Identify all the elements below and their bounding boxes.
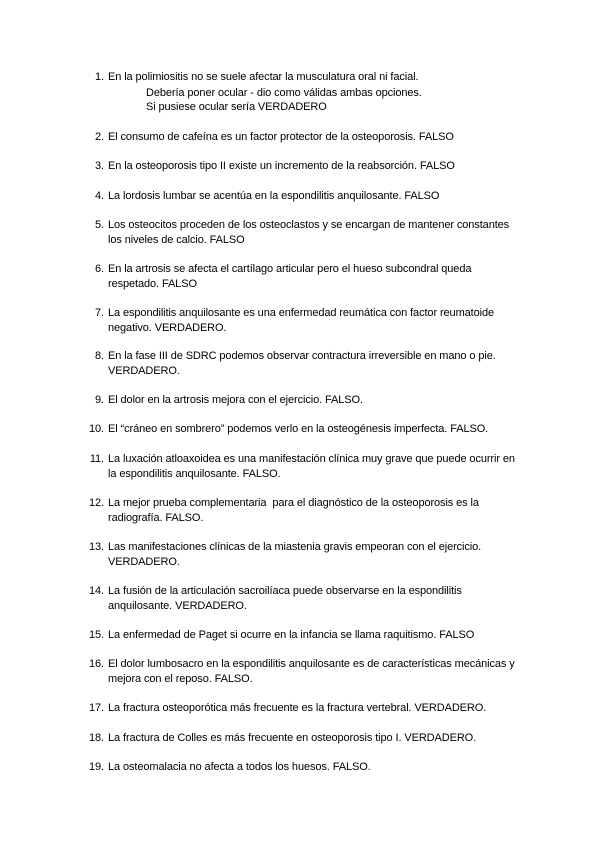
item-number: 16. xyxy=(89,658,104,670)
item-text: En la fase III de SDRC podemos observar contractura irreversible en mano o pie. VERDADERO. xyxy=(108,350,496,377)
list-item xyxy=(86,540,536,570)
item-number: 14. xyxy=(89,585,104,597)
item-text: Los osteocitos proceden de los osteoclastos y se encargan de mantener constantes los niveles de calcio. FALSO xyxy=(108,219,510,246)
item-note: Debería poner ocular - dio como válidas ambas opciones. xyxy=(146,87,422,99)
item-note: Si pusiese ocular sería VERDADERO xyxy=(146,101,327,113)
item-number: 6. xyxy=(95,263,104,275)
item-number: 17. xyxy=(89,702,104,714)
list-item xyxy=(86,731,536,746)
list-item xyxy=(86,628,536,643)
item-text: La espondilitis anquilosante es una enfermedad reumática con factor reumatoide negativo. VERDADERO. xyxy=(108,307,494,334)
list-item xyxy=(86,496,536,526)
item-number: 11. xyxy=(89,453,104,465)
item-number: 15. xyxy=(89,629,104,641)
item-number: 10. xyxy=(89,423,104,435)
item-text: En la artrosis se afecta el cartílago articular pero el hueso subcondral queda respetado. FALSO xyxy=(108,263,472,290)
item-text: En la osteoporosis tipo II existe un incremento de la reabsorción. FALSO xyxy=(108,160,455,172)
item-number: 4. xyxy=(95,190,104,202)
list-item xyxy=(86,393,536,408)
list-item xyxy=(86,349,536,379)
list-item xyxy=(86,130,536,145)
item-text: La fusión de la articulación sacroilíaca puede observarse en la espondilitis anquilosante. VERDADERO. xyxy=(108,585,462,612)
item-text: En la polimiositis no se suele afectar la musculatura oral ni facial. xyxy=(108,71,419,83)
list-item xyxy=(86,584,536,614)
list-item xyxy=(86,218,536,248)
item-text: La fractura de Colles es más frecuente en osteoporosis tipo I. VERDADERO. xyxy=(108,732,477,744)
list-item xyxy=(86,159,536,174)
item-text: El dolor lumbosacro en la espondilitis anquilosante es de características mecánicas y mejora con el reposo. FALSO. xyxy=(108,658,515,685)
item-text: La luxación atloaxoidea es una manifestación clínica muy grave que puede ocurrir en la espondilitis anquilosante. FALSO. xyxy=(108,453,515,480)
item-text: El “cráneo en sombrero” podemos verlo en la osteogénesis imperfecta. FALSO. xyxy=(108,423,489,435)
list-item xyxy=(86,262,536,292)
list-item xyxy=(86,70,536,85)
item-text: La mejor prueba complementaria para el diagnóstico de la osteoporosis es la radiografía. FALSO. xyxy=(108,497,479,524)
item-number: 18. xyxy=(89,732,104,744)
list-item xyxy=(86,452,536,482)
item-text: El dolor en la artrosis mejora con el ejercicio. FALSO. xyxy=(108,394,363,406)
item-number: 2. xyxy=(95,131,104,143)
item-text: La enfermedad de Paget si ocurre en la infancia se llama raquitismo. FALSO xyxy=(108,629,475,641)
list-item xyxy=(86,422,536,437)
item-number: 1. xyxy=(95,71,104,83)
item-number: 12. xyxy=(89,497,104,509)
item-text: La osteomalacia no afecta a todos los huesos. FALSO. xyxy=(108,761,371,773)
item-number: 13. xyxy=(89,541,104,553)
item-number: 3. xyxy=(95,160,104,172)
item-text: La fractura osteoporótica más frecuente es la fractura vertebral. VERDADERO. xyxy=(108,702,487,714)
item-number: 5. xyxy=(95,219,104,231)
list-item xyxy=(86,701,536,716)
item-text: La lordosis lumbar se acentúa en la espondilitis anquilosante. FALSO xyxy=(108,190,440,202)
item-number: 9. xyxy=(95,394,104,406)
item-number: 19. xyxy=(89,761,104,773)
item-number: 7. xyxy=(95,307,104,319)
item-text: El consumo de cafeína es un factor protector de la osteoporosis. FALSO xyxy=(108,131,454,143)
list-item xyxy=(86,189,536,204)
list-item xyxy=(86,760,536,775)
list-item xyxy=(86,306,536,336)
list-item xyxy=(86,657,536,687)
item-number: 8. xyxy=(95,350,104,362)
item-text: Las manifestaciones clínicas de la miastenia gravis empeoran con el ejercicio. VERDADERO. xyxy=(108,541,482,568)
